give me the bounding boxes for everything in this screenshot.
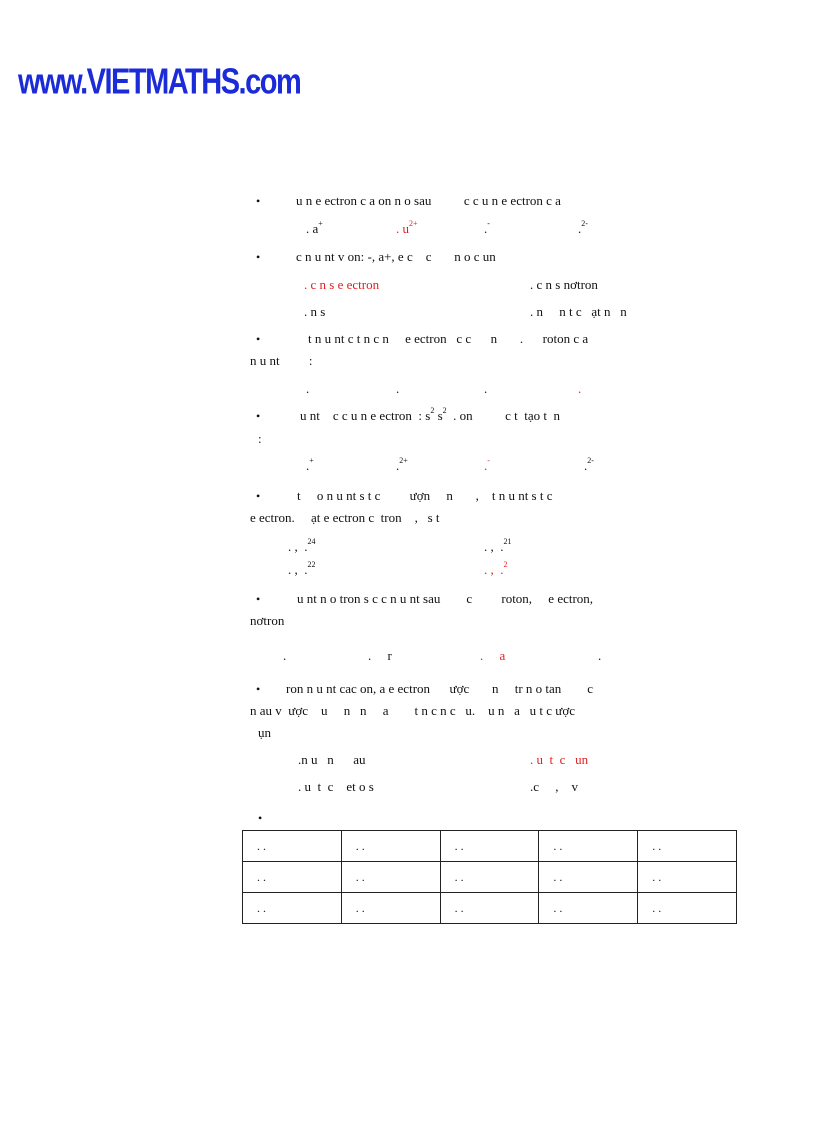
q1-option-b-answer: . $u^{2+}$	[396, 219, 418, 236]
q6-option-d: .	[598, 648, 602, 663]
question-2-bullet: •	[256, 250, 261, 264]
question-6-text-line1: u nt n o tron s c c n u nt sau c roton, e ectron,	[297, 591, 594, 606]
question-6-text-line2: nơtron	[250, 613, 285, 628]
q3-option-a: .	[306, 381, 310, 396]
question-5-text-line2: e ectron. ạt e ectron c tron , s t	[250, 510, 440, 525]
q3-option-b: .	[396, 381, 400, 396]
q2-option-b: . c n s nơtron	[530, 277, 598, 292]
question-7-text-line3: ụn	[258, 725, 271, 740]
q5-option-d-answer: . , .$^2$	[484, 560, 508, 577]
table-cell: . .	[638, 831, 737, 862]
table-cell: . .	[539, 893, 638, 924]
question-4-text-line1: u nt c c u n e ectron : $s^2$ $s^2$ . on c t tạo t n	[300, 406, 561, 423]
q6-option-c-answer: . a	[480, 648, 506, 663]
table-cell: . .	[638, 862, 737, 893]
question-4-bullet: •	[256, 409, 261, 423]
q5-option-b: . , .$^{21}$	[484, 537, 512, 554]
table-cell: . .	[243, 893, 342, 924]
table-cell: . .	[638, 893, 737, 924]
q2-option-a-answer: . c n s e ectron	[304, 277, 380, 292]
table-cell: . .	[243, 831, 342, 862]
table-cell: . .	[539, 862, 638, 893]
q4-option-b: .$^{2+}$	[396, 456, 408, 473]
table-cell: . .	[440, 831, 539, 862]
question-3-text-line2: n u nt :	[250, 353, 313, 368]
question-5-text-line1: t o n u nt s t c ượn n , t n u nt s t c	[297, 488, 553, 503]
q1-option-a: . a+	[306, 219, 323, 236]
q4-option-a: .+	[306, 456, 314, 473]
table-row	[243, 831, 737, 862]
question-3-text-line1: t n u nt c t n c n e ectron c c n . roton c a	[308, 331, 589, 346]
q4-option-d: .$^{2-}$	[584, 456, 594, 473]
table-cell: . .	[440, 862, 539, 893]
q7-option-a: .n u n au	[298, 752, 366, 767]
answer-key-table	[242, 830, 737, 924]
q7-option-b-answer: . u t c un	[530, 752, 589, 767]
table-row	[243, 862, 737, 893]
q1-option-d: .$^{2-}$	[578, 219, 588, 236]
question-5-bullet: •	[256, 489, 261, 503]
question-1-bullet: •	[256, 194, 261, 208]
q6-option-a: .	[283, 648, 287, 663]
question-7-bullet: •	[256, 682, 261, 696]
q3-option-c: .	[484, 381, 488, 396]
question-1-text: u n e ectron c a on n o sau c c u n e ectron c a	[296, 193, 561, 208]
q3-option-d-answer: .	[578, 381, 582, 396]
question-4-text-line2: :	[258, 431, 262, 446]
q7-option-c: . u t c et o s	[298, 779, 374, 794]
q4-option-c-answer: .-	[484, 456, 490, 473]
q5-option-c: . , .$^{22}$	[288, 560, 316, 577]
q5-option-a: . , .$^{24}$	[288, 537, 316, 554]
q1-option-c: .-	[484, 219, 490, 236]
table-cell: . .	[243, 862, 342, 893]
q2-option-c: . n s	[304, 304, 326, 319]
q6-option-b: . r	[368, 648, 392, 663]
question-6-bullet: •	[256, 592, 261, 606]
answer-key-bullet: •	[258, 811, 263, 825]
table-row	[243, 893, 737, 924]
table-cell: . .	[341, 893, 440, 924]
question-2-text: c n u nt v on: -, a+, e c c n o c un	[296, 249, 496, 264]
table-cell: . .	[341, 862, 440, 893]
q2-option-d: . n n t c ạt n n	[530, 304, 627, 319]
vietmaths-logo[interactable]: www.VIETMATHS.com	[18, 62, 301, 102]
answer-key-body	[243, 831, 737, 924]
table-cell: . .	[440, 893, 539, 924]
q7-option-d: .c , v	[530, 779, 579, 794]
question-7-text-line2: n au v ược u n n a t n c n c u. u n a u t c ược	[250, 703, 575, 718]
question-3-bullet: •	[256, 332, 261, 346]
table-cell: . .	[539, 831, 638, 862]
question-7-text-line1: ron n u nt cac on, a e ectron ược n tr n o tan c	[286, 681, 594, 696]
table-cell: . .	[341, 831, 440, 862]
